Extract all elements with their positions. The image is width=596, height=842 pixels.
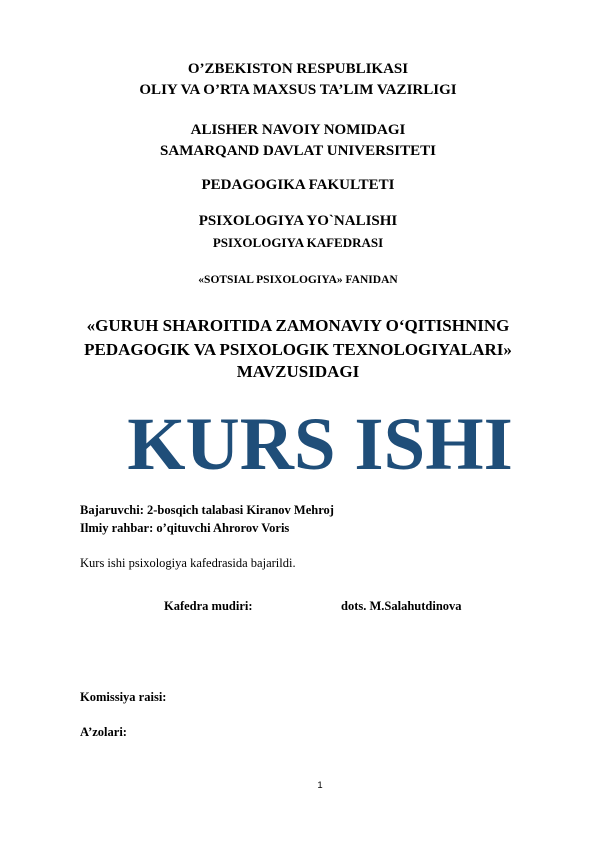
- department-name: PSIXOLOGIYA KAFEDRASI: [212, 235, 384, 250]
- ministry-line-1: O’ZBEKISTON RESPUBLIKASI: [187, 61, 409, 77]
- topic-line-2: PEDAGOGIK VA PSIXOLOGIK TEXNOLOGIYALARI»: [84, 340, 512, 359]
- ministry-line-2: OLIY VA O’RTA MAXSUS TA’LIM VAZIRLIGI: [139, 82, 457, 98]
- performer-line: Bajaruvchi: 2-bosqich talabasi Kiranov Mehroj: [80, 503, 334, 517]
- commission-chair-label: Komissiya raisi:: [80, 690, 167, 704]
- subject-name: «SOTSIAL PSIXOLOGIYA» FANIDAN: [198, 274, 398, 286]
- head-of-department-label: Kafedra mudiri:: [164, 599, 253, 613]
- direction-name: PSIXOLOGIYA YO`NALISHI: [198, 213, 398, 229]
- faculty-name: PEDAGOGIKA FAKULTETI: [201, 177, 395, 193]
- topic-line-1: «GURUH SHAROITIDA ZAMONAVIY O‘QITISHNING: [86, 316, 510, 335]
- university-line-2: SAMARQAND DAVLAT UNIVERSITETI: [160, 143, 436, 159]
- supervisor-line: Ilmiy rahbar: o’qituvchi Ahrorov Voris: [80, 521, 290, 535]
- work-title: KURS ISHI: [127, 403, 513, 486]
- page-number: 1: [317, 780, 323, 791]
- topic-line-3: MAVZUSIDAGI: [236, 362, 360, 381]
- head-of-department-name: dots. M.Salahutdinova: [341, 599, 462, 613]
- commission-members-label: A’zolari:: [80, 725, 127, 739]
- university-line-1: ALISHER NAVOIY NOMIDAGI: [190, 122, 406, 138]
- completion-note: Kurs ishi psixologiya kafedrasida bajarildi.: [80, 556, 296, 570]
